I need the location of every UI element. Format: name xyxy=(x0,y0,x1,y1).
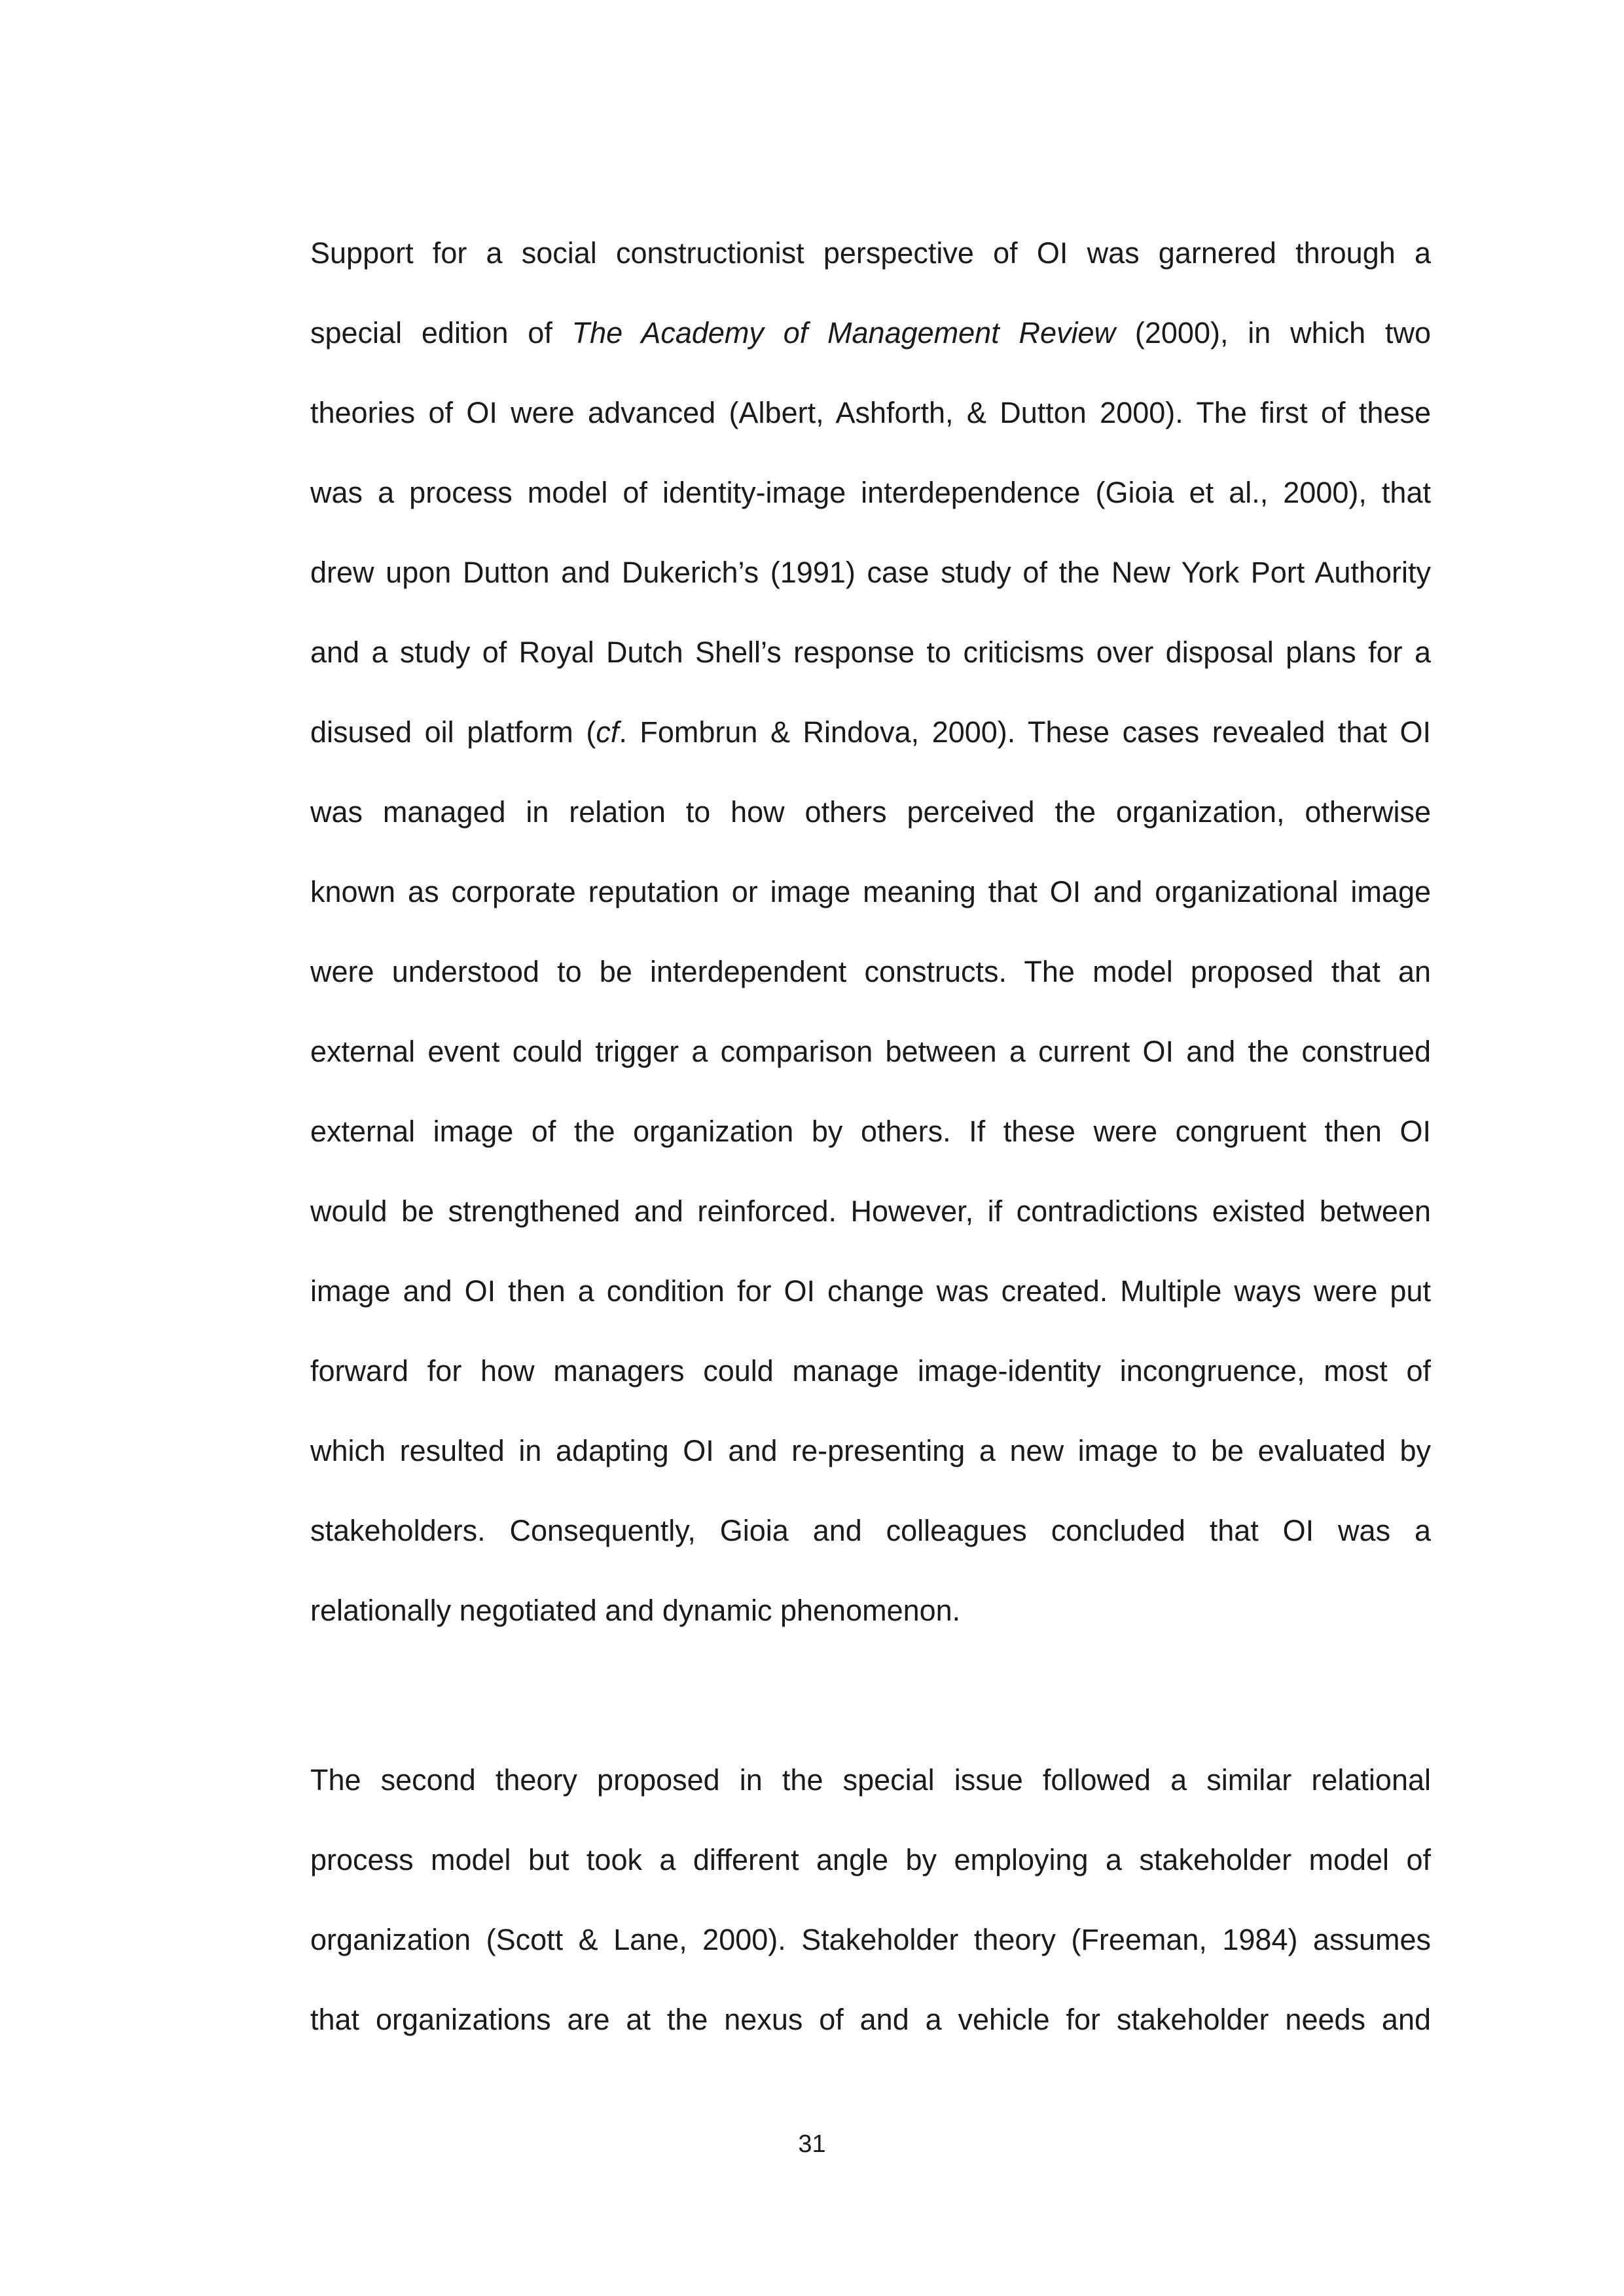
page-number: 31 xyxy=(798,2130,826,2158)
paragraph-2 xyxy=(310,1740,1431,2060)
text-line: were understood to be interdependent constructs. The model proposed that an xyxy=(310,955,1431,988)
text-line: would be strengthened and reinforced. However, if contradictions existed between xyxy=(310,1194,1431,1228)
text-line: external image of the organization by others. If these were congruent then OI xyxy=(310,1115,1431,1148)
text-line: was a process model of identity-image interdependence (Gioia et al., 2000), that xyxy=(310,476,1431,509)
text-line: disused oil platform (cf. Fombrun & Rindova, 2000). These cases revealed that OI xyxy=(310,715,1431,749)
text-line: stakeholders. Consequently, Gioia and colleagues concluded that OI was a xyxy=(310,1514,1431,1547)
text-line: Support for a social constructionist perspective of OI was garnered through a xyxy=(310,236,1431,270)
text-line: external event could trigger a comparison between a current OI and the construed xyxy=(310,1035,1431,1068)
text-line: organization (Scott & Lane, 2000). Stakeholder theory (Freeman, 1984) assumes xyxy=(310,1923,1431,1956)
text-line: that organizations are at the nexus of and a vehicle for stakeholder needs and xyxy=(310,2003,1431,2036)
paragraph-1 xyxy=(310,213,1431,1651)
text-line: drew upon Dutton and Dukerich’s (1991) case study of the New York Port Authority xyxy=(310,556,1431,589)
text-line: special edition of The Academy of Management Review (2000), in which two xyxy=(310,316,1431,350)
text-line: The second theory proposed in the special issue followed a similar relational xyxy=(310,1763,1431,1797)
text-line: known as corporate reputation or image meaning that OI and organizational image xyxy=(310,875,1431,908)
text-line: which resulted in adapting OI and re-presenting a new image to be evaluated by xyxy=(310,1434,1431,1467)
text-line: was managed in relation to how others perceived the organization, otherwise xyxy=(310,795,1431,829)
text-line: image and OI then a condition for OI change was created. Multiple ways were put xyxy=(310,1274,1431,1308)
text-line: and a study of Royal Dutch Shell’s response to criticisms over disposal plans for a xyxy=(310,636,1431,669)
text-line: relationally negotiated and dynamic phenomenon. xyxy=(310,1594,961,1627)
text-line: process model but took a different angle by employing a stakeholder model of xyxy=(310,1843,1431,1876)
text-line: theories of OI were advanced (Albert, Ashforth, & Dutton 2000). The first of these xyxy=(310,396,1431,429)
text-line: forward for how managers could manage image-identity incongruence, most of xyxy=(310,1354,1431,1388)
